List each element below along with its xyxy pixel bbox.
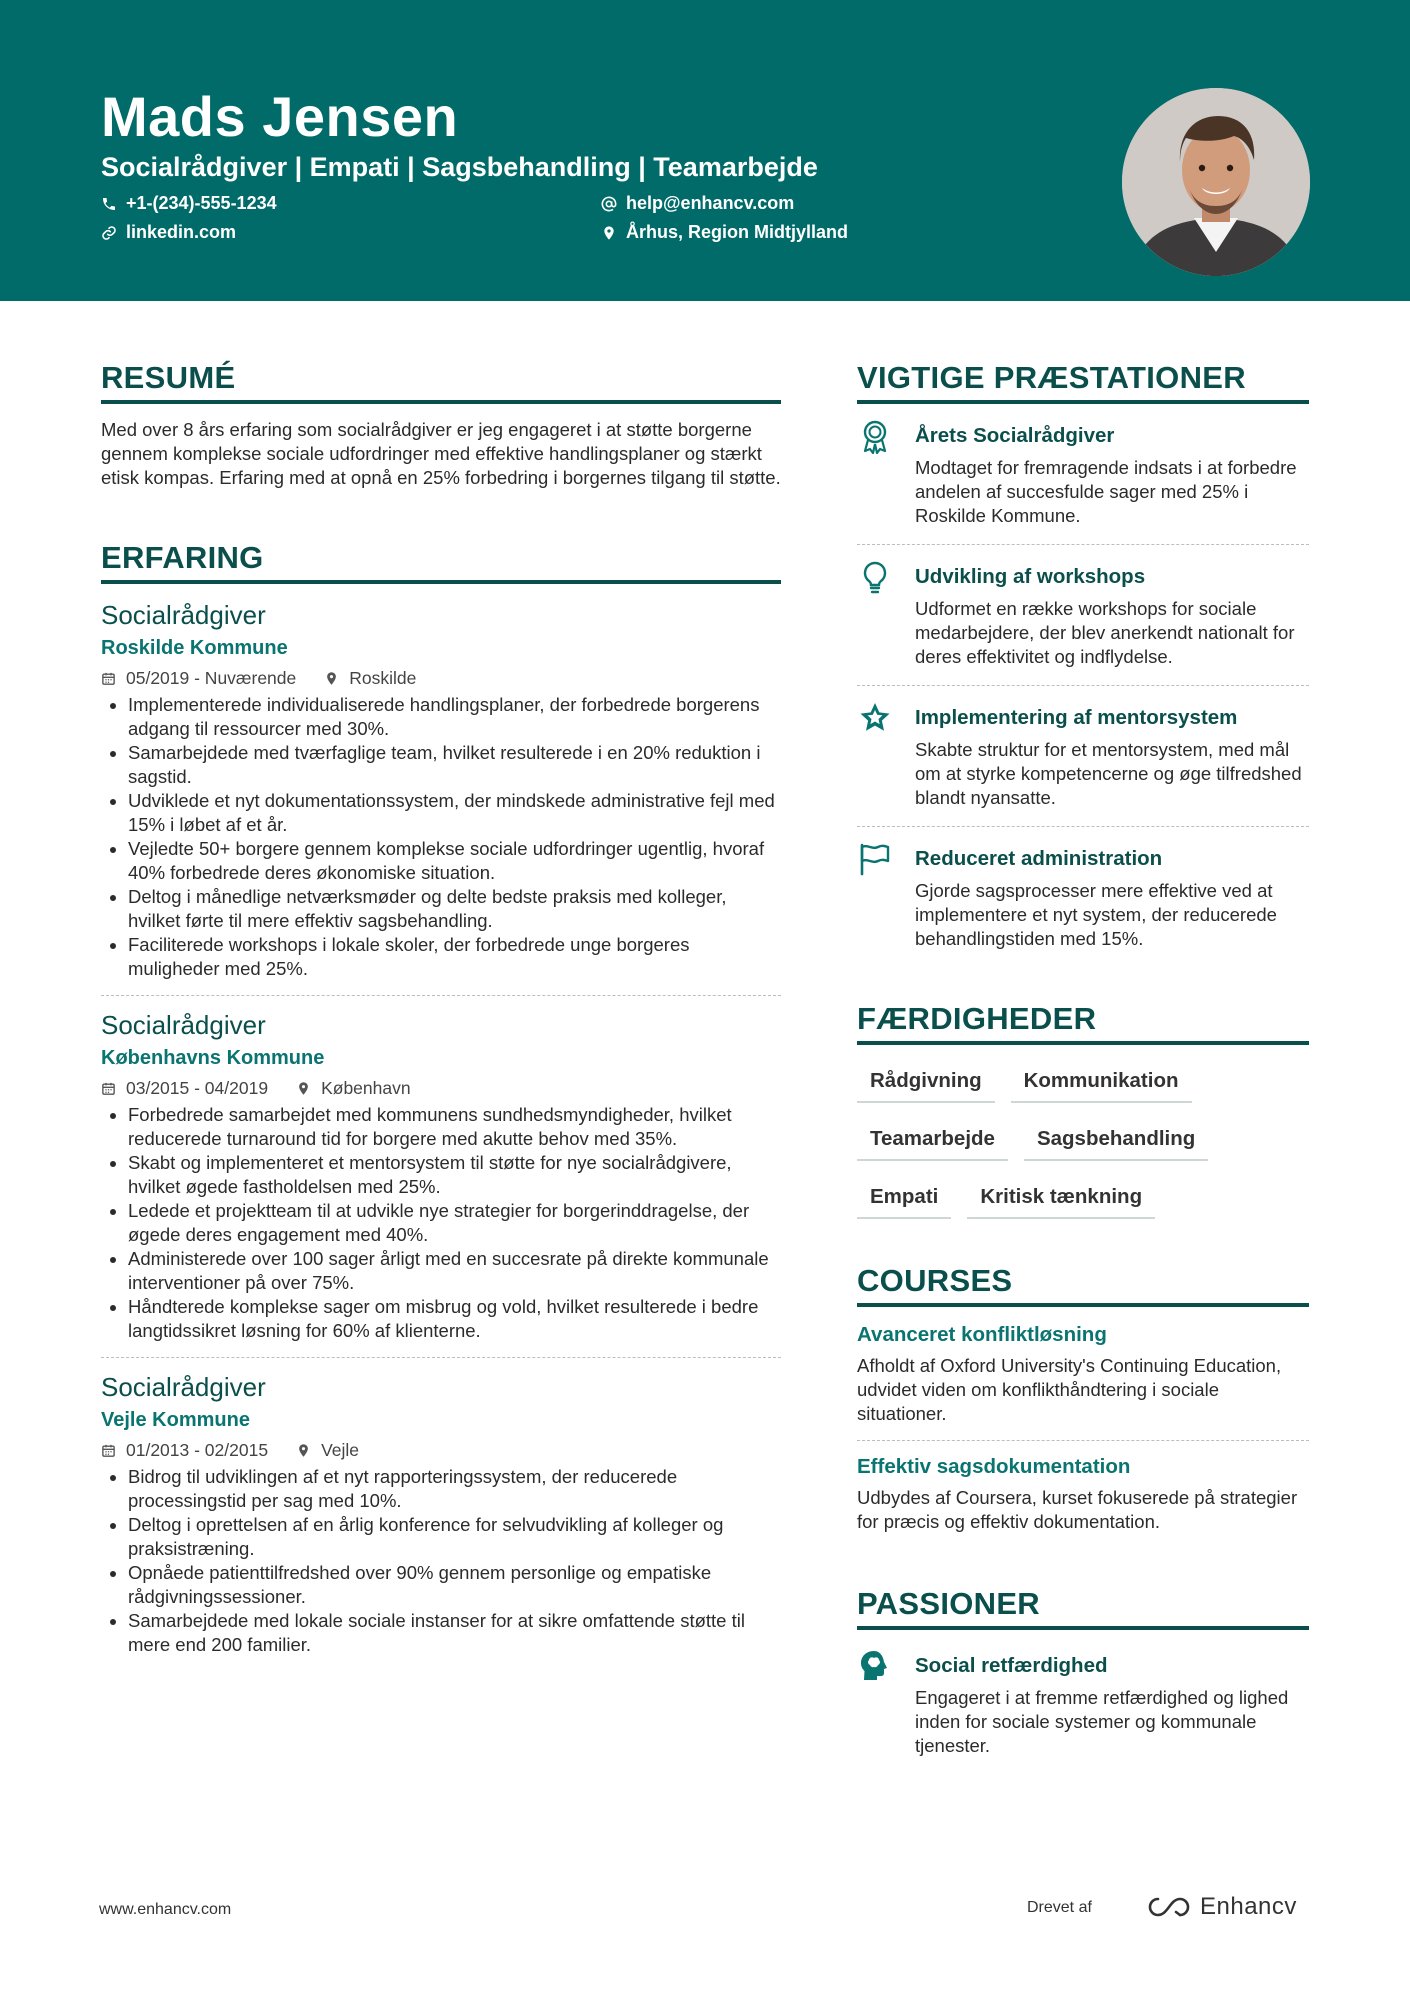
passion-text: Engageret i at fremme retfærdighed og lighed inden for sociale systemer og kommunale tjenester. — [915, 1687, 1289, 1756]
summary-text: Med over 8 års erfaring som socialrådgiver er jeg engageret i at støtte borgerne gennem komplekse sociale udfordringer med effektive handlingsplaner og stærkt etisk kompas. Erfaring med at opnå en 25% forbedring i borgernes tilgang til støtte. — [101, 419, 781, 488]
skill-tag: Sagsbehandling — [1024, 1121, 1208, 1161]
job-entry — [101, 600, 781, 996]
passions-heading: PASSIONER — [857, 1586, 1309, 1630]
skill-tag: Kritisk tænkning — [967, 1179, 1155, 1219]
phone-text: +1-(234)-555-1234 — [126, 193, 277, 213]
calendar-icon — [101, 671, 116, 686]
job-bullet: • Forbedrede samarbejdet med kommunens sundhedsmyndigheder, hvilket reducerede turnaround tid for borgere med akutte behov med 35%. — [128, 1103, 781, 1151]
company-name: Vejle Kommune — [101, 1409, 250, 1431]
location-pin-icon — [324, 671, 339, 686]
email-text: help@enhancv.com — [626, 193, 795, 213]
skill-tag: Empati — [857, 1179, 951, 1219]
course-text: Afholdt af Oxford University's Continuing Education, udvidet viden om konflikthåndtering i sociale situationer. — [857, 1355, 1282, 1424]
link-icon — [101, 225, 117, 241]
right-column — [857, 360, 1309, 1788]
job-bullets — [101, 693, 781, 981]
course-item — [857, 1455, 1309, 1548]
head-brain-icon — [857, 1648, 893, 1684]
linkedin-text: linkedin.com — [126, 222, 237, 242]
skills-section — [857, 1001, 1309, 1219]
job-bullet: • Deltog i oprettelsen af en årlig konference for selvudvikling af kolleger og praksistræning. — [128, 1513, 781, 1561]
candidate-tagline: Socialrådgiver | Empati | Sagsbehandling | Teamarbejde — [101, 152, 818, 182]
contact-location — [601, 222, 848, 243]
location-text: Århus, Region Midtjylland — [626, 222, 849, 242]
job-dates: 01/2013 - 02/2015 — [126, 1440, 269, 1460]
achievement-content — [915, 418, 1309, 528]
job-bullets — [101, 1103, 781, 1343]
location-pin-icon — [296, 1443, 311, 1458]
phone-icon — [101, 196, 117, 212]
summary-section — [101, 360, 781, 490]
job-bullet: • Deltog i månedlige netværksmøder og delte bedste praksis med kolleger, hvilket førte til mere effektiv sagsbehandling. — [128, 885, 781, 933]
job-bullet: • Implementerede individualiserede handlingsplaner, der forbedrede borgerens adgang til ressourcer med 30%. — [128, 693, 781, 741]
left-column — [101, 360, 781, 1685]
courses-heading: COURSES — [857, 1263, 1309, 1307]
achievement-item — [857, 559, 1309, 686]
achievement-content — [915, 841, 1309, 951]
courses-section — [857, 1263, 1309, 1548]
job-bullet: • Administerede over 100 sager årligt med en succesrate på direkte kommunale interventioner på over 75%. — [128, 1247, 781, 1295]
achievements-heading: VIGTIGE PRÆSTATIONER — [857, 360, 1309, 404]
job-bullets — [101, 1465, 781, 1657]
achievement-item — [857, 418, 1309, 545]
flag-icon — [857, 841, 893, 877]
job-bullet: • Ledede et projektteam til at udvikle nye strategier for borgerinddragelse, der øgede deres engagement med 40%. — [128, 1199, 781, 1247]
job-bullet: • Faciliterede workshops i lokale skoler, der forbedrede unge borgeres muligheder med 25%. — [128, 933, 781, 981]
job-title: Socialrådgiver — [101, 1372, 266, 1402]
job-dates: 05/2019 - Nuværende — [126, 668, 297, 688]
company-name: Roskilde Kommune — [101, 637, 288, 659]
skill-tag: Kommunikation — [1011, 1063, 1192, 1103]
achievement-item — [857, 700, 1309, 827]
avatar-illustration — [1122, 88, 1310, 276]
course-item — [857, 1323, 1309, 1441]
job-dates: 03/2015 - 04/2019 — [126, 1078, 269, 1098]
job-bullet: • Håndterede komplekse sager om misbrug og vold, hvilket resulterede i bedre langtidssikret løsning for 60% af klienterne. — [128, 1295, 781, 1343]
achievement-title: Årets Socialrådgiver — [915, 424, 1115, 447]
job-meta — [101, 1440, 781, 1461]
experience-heading: ERFARING — [101, 540, 781, 584]
job-bullet: • Samarbejdede med tværfaglige team, hvilket resulterede i en 20% reduktion i sagstid. — [128, 741, 781, 789]
award-ribbon-icon — [857, 418, 893, 454]
calendar-icon — [101, 1081, 116, 1096]
job-location-text: Vejle — [321, 1440, 360, 1460]
skills-heading: FÆRDIGHEDER — [857, 1001, 1309, 1045]
job-location — [296, 1440, 359, 1461]
achievement-title: Reduceret administration — [915, 847, 1163, 870]
at-sign-icon — [601, 196, 617, 212]
course-text: Udbydes af Coursera, kurset fokuserede på strategier for præcis og effektiv dokumentation. — [857, 1487, 1298, 1532]
skill-tag: Teamarbejde — [857, 1121, 1008, 1161]
location-pin-icon — [296, 1081, 311, 1096]
job-meta — [101, 668, 781, 689]
enhancv-logo-text: Enhancv — [1200, 1893, 1297, 1920]
job-entry — [101, 1372, 781, 1671]
enhancv-logo[interactable] — [1146, 1893, 1297, 1921]
achievements-section — [857, 360, 1309, 967]
achievement-text: Gjorde sagsprocesser mere effektive ved at implementere et nyt system, der reducerede behandlingstiden med 15%. — [915, 880, 1277, 949]
skills-list — [857, 1063, 1309, 1219]
company-name: Københavns Kommune — [101, 1047, 325, 1069]
job-bullet: • Udviklede et nyt dokumentationssystem, der mindskede administrative fejl med 15% i løbet af et år. — [128, 789, 781, 837]
resume-header — [0, 0, 1410, 301]
footer-powered-by: Drevet af — [1027, 1899, 1092, 1916]
job-title: Socialrådgiver — [101, 1010, 266, 1040]
skill-tag: Rådgivning — [857, 1063, 995, 1103]
job-bullet: • Bidrog til udviklingen af et nyt rapporteringssystem, der reducerede processingstid per sag med 10%. — [128, 1465, 781, 1513]
course-title: Effektiv sagsdokumentation — [857, 1455, 1131, 1478]
job-location — [296, 1078, 411, 1099]
candidate-name: Mads Jensen — [101, 85, 459, 148]
course-title: Avanceret konfliktløsning — [857, 1323, 1107, 1346]
achievement-title: Implementering af mentorsystem — [915, 706, 1238, 729]
achievement-text: Modtaget for fremragende indsats i at forbedre andelen af succesfulde sager med 25% i Roskilde Kommune. — [915, 457, 1297, 526]
passions-section — [857, 1586, 1309, 1774]
profile-photo — [1122, 88, 1310, 276]
job-meta — [101, 1078, 781, 1099]
passion-content — [915, 1648, 1309, 1758]
achievement-content — [915, 559, 1309, 669]
achievement-content — [915, 700, 1309, 810]
job-bullet: • Opnåede patienttilfredshed over 90% gennem personlige og empatiske rådgivningssessioner. — [128, 1561, 781, 1609]
achievement-item — [857, 841, 1309, 967]
experience-section — [101, 540, 781, 1671]
job-title: Socialrådgiver — [101, 600, 266, 630]
calendar-icon — [101, 1443, 116, 1458]
job-bullet: • Skabt og implementeret et mentorsystem til støtte for nye socialrådgivere, hvilket øgede fastholdelsen med 25%. — [128, 1151, 781, 1199]
contact-phone[interactable] — [101, 193, 277, 214]
star-icon — [857, 700, 893, 736]
job-entry — [101, 1010, 781, 1358]
job-location-text: København — [321, 1078, 411, 1098]
location-pin-icon — [601, 225, 617, 241]
job-location — [324, 668, 416, 689]
contact-linkedin[interactable] — [101, 222, 236, 243]
contact-email[interactable] — [601, 193, 794, 214]
achievement-text: Skabte struktur for et mentorsystem, med mål om at styrke kompetencerne og øge tilfredshed blandt nyansatte. — [915, 739, 1302, 808]
summary-heading: RESUMÉ — [101, 360, 781, 404]
job-location-text: Roskilde — [349, 668, 417, 688]
achievement-text: Udformet en række workshops for sociale medarbejdere, der blev anerkendt nationalt for deres effektivitet og indflydelse. — [915, 598, 1295, 667]
footer-website-link[interactable]: www.enhancv.com — [99, 1901, 232, 1918]
passion-title: Social retfærdighed — [915, 1654, 1108, 1677]
passion-item — [857, 1648, 1309, 1774]
achievement-title: Udvikling af workshops — [915, 565, 1146, 588]
lightbulb-icon — [857, 559, 893, 595]
enhancv-logo-icon — [1146, 1895, 1192, 1919]
job-bullet: • Vejledte 50+ borgere gennem komplekse sociale udfordringer ugentlig, hvoraf 40% forbedrede deres økonomiske situation. — [128, 837, 781, 885]
job-bullet: • Samarbejdede med lokale sociale instanser for at sikre omfattende støtte til mere end 200 familier. — [128, 1609, 781, 1657]
